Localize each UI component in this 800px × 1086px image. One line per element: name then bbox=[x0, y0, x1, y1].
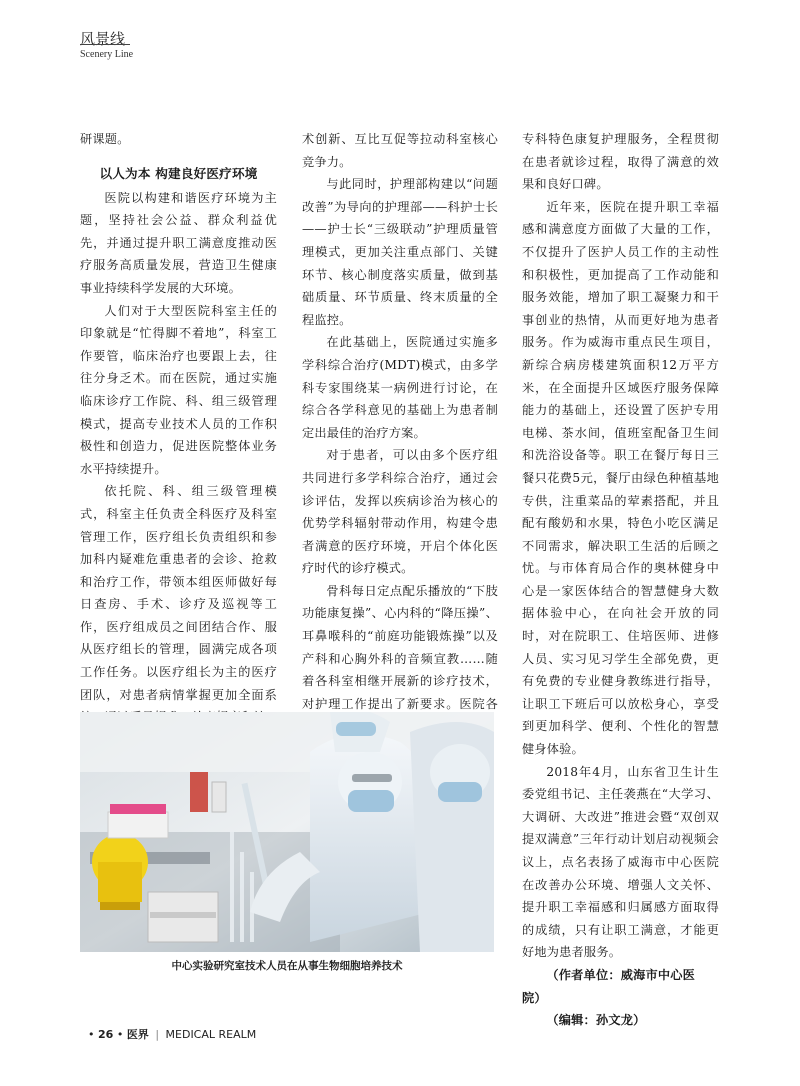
col3-paragraph-0: 专科特色康复护理服务，全程贯彻在患者就诊过程，取得了满意的效果和良好口碑。 bbox=[522, 132, 719, 192]
col1-paragraph-1: 医院以构建和谐医疗环境为主题，坚持社会公益、群众利益优先，并通过提升职工满意度推动医疗服务高质量发展，营造卫生健康事业持续科学发展的大环境。 bbox=[80, 190, 277, 295]
col2-paragraph-1: 与此同时，护理部构建以“问题改善”为导向的护理部——科护士长——护士长“三级联动”护理质量管理模式，更加关注重点部门、关键环节、核心制度落实质量，做到基础质量、环节质量、终末质量的全程监控。 bbox=[302, 177, 498, 327]
col1-paragraph-3: 依托院、科、组三级管理模式，科室主任负责全科医疗及科室管理工作，医疗组长负责组织和参加科内疑难危重患者的会诊、抢救和治疗工作，带领本组医师做好每日查房、手术、诊疗及巡视等工作，医疗组成员之间团结合作、服从医疗组长的管理，圆满完成各项工作任务。以医疗组长为主的医疗团队，对患者病情掌握更加全面系 bbox=[80, 484, 277, 702]
col3-paragraph-1: 近年来，医院在提升职工幸福感和满意度方面做了大量的工作，不仅提升了医护人员工作的主动性和积极性，更加提高了工作动能和服务效能，增加了职工凝聚力和干事创业的热情，从而更好地为患者服务。作为威海市重点民生项目，新综合病房楼建筑面积12万平方米，在全面提升区域医疗服务保障能力的基础上，还设置了医护专用电梯、茶水间，值班室配备卫生间和洗浴设备等。职工在餐厅每日三餐只花费5元，餐厅由绿色种植基地专供，注重菜品的荤素搭配，并且配有酸奶和水果，特色小吃区满足不同需求，解决职工生活的后顾之忧。与市体育局合作的奥林健身中心是一家医体结合的智慧健身大数据体验中心，在向社会开放的同时，对在院职工、住培医师、进修人员、实习见习学生全部免费，更有免费的专业健身教练进行指导，让职工下班后可以放松身心，享受到更加科学、便利、个性化的智慧健身体验。 bbox=[522, 199, 719, 757]
col1-paragraph-2: 人们对于大型医院科室主任的印象就是“忙得脚不着地”，科室工作要管，临床治疗也要跟上去，往往分身乏术。而在医院，通过实施临床诊疗工作院、科、组三级管理模式，提高专业技术人员的工作积极性和创造力，促进医院整体业务水平持续提升。 bbox=[80, 303, 277, 476]
column-1 bbox=[80, 128, 277, 729]
photo-caption: 中心实验研究室技术人员在从事生物细胞培养技术 bbox=[171, 960, 403, 972]
column-2 bbox=[302, 128, 498, 738]
editor-credit: （编辑：孙文龙） bbox=[546, 1013, 646, 1028]
column-3 bbox=[522, 128, 719, 1032]
col2-paragraph-4: 骨科每日定点配乐播放的“下肢功能康复操”、心内科的“降压操”、耳鼻喉科的“前庭功能锻炼操”以及产科和心胸外科的音频宣教……随着各科室相继开展新的诊疗技术，对护理工作提出了新要求。医院各 bbox=[302, 583, 498, 711]
footer-dot: • bbox=[88, 1028, 95, 1041]
footer-dot-2: • bbox=[116, 1028, 124, 1041]
magazine-name-en: MEDICAL REALM bbox=[165, 1028, 257, 1041]
page-footer bbox=[88, 1026, 256, 1042]
lab-photo-illustration bbox=[80, 712, 494, 952]
magazine-name-cn: 医界 bbox=[126, 1028, 149, 1041]
footer-divider: | bbox=[155, 1028, 160, 1041]
page-number: 26 bbox=[98, 1028, 114, 1041]
col2-paragraph-3: 对于患者，可以由多个医疗组共同进行多学科综合治疗，通过会诊评估，发挥以疾病诊治为核心的优势学科辐射带动作用，构建令患者满意的医疗环境，开启个体化医疗时代的诊疗模式。 bbox=[302, 448, 498, 576]
article-subheading: 以人为本 构建良好医疗环境 bbox=[99, 165, 258, 181]
col3-paragraph-2: 2018年4月，山东省卫生计生委党组书记、主任袭燕在“大学习、大调研、大改进”推进会暨“双创双提双满意”三年行动计划启动视频会议上，点名表扬了威海市中心医院在改善办公环境、增强人文关怀、提升职工幸福感和归属感方面取得的成绩，只有让职工满意，才能更好地为患者服务。 bbox=[522, 764, 719, 960]
section-label-en: Scenery Line bbox=[80, 49, 134, 60]
author-affiliation: （作者单位：威海市中心医 bbox=[546, 967, 696, 982]
header-rule bbox=[80, 44, 130, 45]
col1-paragraph-0: 研课题。 bbox=[80, 132, 130, 146]
col2-paragraph-0: 术创新、互比互促等拉动科室核心竞争力。 bbox=[302, 132, 498, 169]
lab-photo bbox=[80, 712, 494, 952]
col2-paragraph-2: 在此基础上，医院通过实施多学科综合治疗(MDT)模式，由多学科专家围绕某一病例进行讨论，在综合各学科意见的基础上为患者制定出最佳的治疗方案。 bbox=[302, 335, 498, 440]
section-label: 风景线 bbox=[80, 30, 126, 48]
author-affiliation-cont: 院） bbox=[522, 990, 547, 1005]
